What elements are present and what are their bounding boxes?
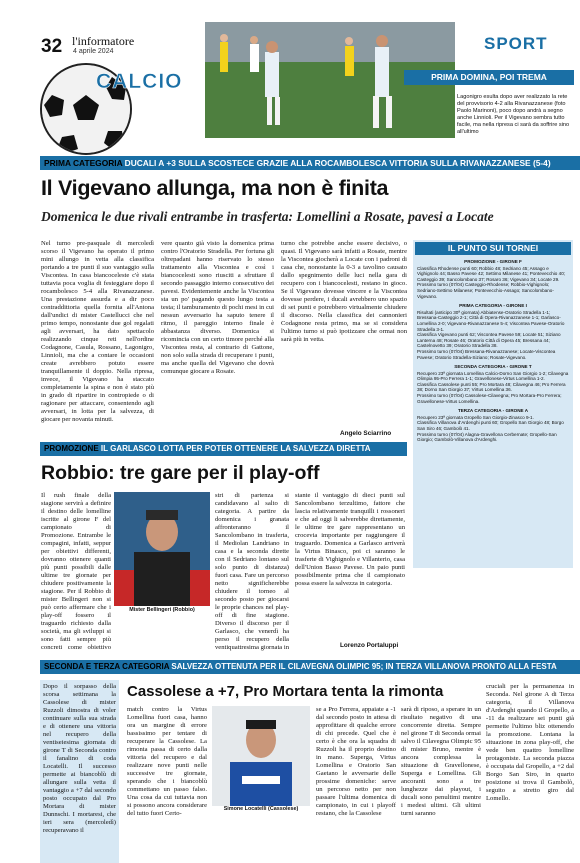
category-label: PRIMA CATEGORIA xyxy=(44,158,123,168)
issue-date: 4 aprile 2024 xyxy=(73,48,114,55)
category-bar-seconda xyxy=(40,660,580,674)
article1-col3: turno che potrebbe anche essere decisivo, o quasi. Il Vigevano sarà infatti a Rosate, mentre la Viscontea giocherà a Locate con i padroni di casa che, nonostante la 0-3 a tavolino causato dallo spegnimento delle luci nella gara di recupero con i biancocelesti, restano in gioco. Se il Vigevano dovesse vincere e la Viscontea dovesse perdere, i ducali avrebbero uno spazio di sei punti e potrebbero virtualmente chiudere il discorso. Nella classifica dei cannonieri Codagnone resta primo, ma se si considera l'ultimo turno si può ipotizzare che ormai non sarà più in vetta. xyxy=(281,240,407,343)
sidebox-section xyxy=(413,408,573,443)
article3-photo xyxy=(212,706,310,806)
article2-photo xyxy=(114,492,210,606)
standings-sidebox xyxy=(413,240,573,568)
category-label: SECONDA E TERZA CATEGORIA xyxy=(44,662,170,671)
article3-leftbox xyxy=(40,680,119,863)
sidebox-heading: PROMOZIONE - GIRONE F xyxy=(464,259,522,264)
sidebox-line: Recupero 23ª giornata Gropello San Giorgio-Zinasco 9-1. xyxy=(417,414,534,420)
article1-col1: Nel turno pre-pasquale di mercoledì scorso il Vigevano ha operato il primo mini allungo in vetta alla classifica portando a tre punti il suo vantaggio sulla Viscontea. In casa biancoceleste c'è stata tuttavia poca voglia di festeggiare dopo il rocambolesco 5-4 alla Rivanazzanese. Una prestazione assurda e a dir poco contraddittoria quella fornita all'Antona dall'undici di mister Castellucci che nel primo tempo, nonostante due gol regalati agli avversari, ha dato spettacolo realizzando cinque reti nell'ordine Codagnone, Casula, Rossano, Lagonigro, Linnioli, ma che a contare le occasioni create avrebbero potuto essere tranquillamente il doppio. Nella ripresa, invece, il Vigevano ha staccato completamente la spina e non è stato più in grado di ripartire in contropiede o di ragionare per attaccare, consentendo agli avversari, in lotta per la salvezza, di giocare per novanta minuti. xyxy=(41,240,154,423)
article2-col3: stante il vantaggio di dieci punti sul Sancolombano terzultimo, fattore che lascia relativamente tranquilli i rossoneri e che ad oggi li salverebbe direttamente, le ultime tre gare rappresentano un crocevia importante per raggiungere il traguardo. Domenica a Garlasco arriverà la Virtus Binasco, poi ci saranno le trasferte di Vighignolo e Villanterio, casa dell'Union Basso Pavese. Un paio punti possibilmente prima che il campionato possa essere la salvezza in categoria. xyxy=(295,492,405,587)
article1-byline: Angelo Sciarrino xyxy=(340,430,392,437)
article1-headline: Il Vigevano allunga, ma non è finita xyxy=(41,176,389,200)
sidebox-line: Recupero 23ª giornata Lomellina Calcio-Dorno San Giorgio 1-2; Cilavegna Olimpia 95-Pro Ferrera 1-1; Gravellonese-Virtus Lomellina 1-2. xyxy=(417,370,569,382)
article3-headline: Cassolese a +7, Pro Mortara tenta la rimonta xyxy=(127,683,444,700)
sidebox-title: IL PUNTO SUI TORNEI xyxy=(415,242,571,255)
sidebox-line: Risultati (anticipo 30ª giornata) Abbiatense-Oratorio Stradella 1-1; Bressana-Casteggio 2-1; Città di Opera-Rivanazzanese 1-1; Garlasco-Lomellina 2-0; Vigevano-Rivanazzanese 5-4; Viscontea Pavese-Oratorio Stradella 3-1. xyxy=(417,309,565,332)
category-label: PROMOZIONE xyxy=(44,444,99,453)
article3-leftbox-text: Dopo il sorpasso della scorsa settimana la Cassolese di mister Ruzzoli dimostra di voler continuare sulla sua strada e di ottenere una vittoria nel recupero della ventiseiesima giornata di girone T di Seconda contro il fanalino di coda Locatelli. Il successo permette ai biancoblù di allungare sulla vetta il vantaggio a +7 dal secondo posto occupato dal Pro Mortara di mister Dunnschi. I mortaresi, che ieri sera (mercoledì) recuperavano il xyxy=(43,683,116,834)
sidebox-line: Classifica Cassolese punti 55; Pro Mortara 48; Cilavegna 46; Pro Ferrera 38; Dorno San Giorgio 37; Virtus Lomellina 36. xyxy=(417,381,566,393)
article2-byline: Lorenzo Portaluppi xyxy=(340,642,399,649)
sidebox-line: Prossimo turno (07/04) Bressana-Rivanazzanese; Locate-Viscontea Pavese; Oratorio Stradella-Siziano; Rosate-Vigevano. xyxy=(417,348,556,360)
sidebox-heading: TERZA CATEGORIA - GIRONE A xyxy=(457,408,529,414)
article1-subhead: Domenica le due rivali entrambe in trasferta: Lomellini a Rosate, pavesi a Locate xyxy=(41,209,494,224)
article3-col2: se a Pro Ferrera, appaiate a -1 dal secondo posto in attesa di approfittare di qualche errore di chi precede. Quel che è certo è che ora la squadra di Ruzzoli ha il proprio destino in mano. Superga, Virtus Lomellina e Oratorio San Gaetano le avversarie delle prossime domeniche: serve un percorso netto per non passare l'ultima domenica di campionato, in cui i playoff restano, che la Cassolese xyxy=(316,706,396,817)
article3-col1: match contro la Virtus Lomellina fuori casa, hanno ora un margine di errore bassissimo per tentare di recuperare la Cassolese. La rimonta passa di certo dalla vittoria del recupero e dal realizzare nove punti nelle successive tre giornate, sperando che i biancoblù commettano un passo falso. Una cosa da cui tuttavia non si possono ancora considerare del tutto fuori Certo- xyxy=(127,706,207,817)
category-text: DUCALI A +3 SULLA SCOSTECE GRAZIE ALLA ROCAMBOLESCA VITTORIA SULLA RIVANAZZANESE (5-4) xyxy=(124,158,551,168)
article2-headline: Robbio: tre gare per il play-off xyxy=(41,462,320,484)
article2-col1: Il rush finale della stagione servirà a definire il destino delle lomelline iscritte al girone F del campionato di Promozione. Entrambe le compagini, infatti, seppur per obiettivi differenti, dovranno ottenere quanti più punti possibili dalle ultime tre giornate per chiudere positivamente la stagione. Per il Robbio di mister Bellingeri non si può certo affermare che i play-off fossero il traguardo richiesto dalla società, ma gli sviluppi si sono fatti sempre più concreti come obiettivo xyxy=(41,492,111,651)
kicker-label: CALCIO xyxy=(96,70,183,93)
photo-banner: PRIMA DOMINA, POI TREMA xyxy=(404,70,574,85)
sidebox-section xyxy=(413,303,573,360)
sidebox-line: Classifica Rhodense punti 60; Robbio 48; Sedriano 45; Assago e Vighignolo 44; Basso Pavese 42; Settimo Milanese 41; Pontevecchio 40; Casteggio 39; Sancolombano 37; Rosaro 36; Vigevano 34; Locate 29. xyxy=(417,265,566,282)
sidebox-line: Classifica Vigevano punti 62; Viscontea Pavese 59; Locate 51; Siziano Lanterna 48; Rosate 46; Oratorio Città di Opera 45; Bressana 44; Castelnovetto 39; Oratorio Stradella 38. xyxy=(417,332,561,349)
sidebox-section xyxy=(413,259,573,299)
sidebox-heading: SECONDA CATEGORIA - GIRONE T xyxy=(454,364,532,370)
brand-name: l'informatore xyxy=(72,34,135,48)
sidebox-line: Prossimo turno (07/04) Casteggio-Rhodense; Robbio-Vighignolo; Sedriano-Settimo Milanese; Pontevecchio-Assago; Sancolombano-Vigevano. xyxy=(417,282,554,299)
category-text: SALVEZZA OTTENUTA PER IL CILAVEGNA OLIMPIC 95; IN TERZA VILLANOVA PRONTO ALLA FESTA xyxy=(171,662,557,671)
top-photo-caption: Lagonigro esulta dopo aver realizzato la rete del provvisorio 4-2 alla Rivanazzanese (foto Paolo Marinoni), poco dopo andrà a segno anche Linnioli. Per il Vigevano sembra tutto facile, ma nella ripresa ci sarà da soffrire sino all'ultimo xyxy=(457,94,570,135)
sidebox-line: Prossimo turno (07/04) Cassolese-Cilavegna; Pro Mortara-Pro Ferrera; Gravellonese-Virtus Lomellina. xyxy=(417,393,562,404)
article3-col4: cruciali per la permanenza in Seconda. Nel girone A di Terza categoria, il Villanova d'Ardenghi quando il Gropello, a -11 da realizzare sei punti già permette l'ultimo bliz ottenendo la promozione. Lontana la situazione in zona play-off, che vede ben quattro lomelline protagoniste. La seconda piazza è occupata dal Gropello, a +2 dal Borgo San Siro, in quarto posizione si trova il Gambolò, seguito a stretto giro dal Lomello. xyxy=(486,683,574,802)
sidebox-heading: PRIMA CATEGORIA - GIRONE I xyxy=(459,303,527,309)
category-bar-promo xyxy=(40,442,407,456)
article1-col2: vere quanto già visto la domenica prima contro l'Oratorio Stradella. Per fortuna gli oltrepadani hanno riservato lo stesso trattamento alla Viscontea e così i biancocelesti sono riusciti a sfruttare il secondo passaggio interno consecutivo dei pavesi. Evidentemente anche la Viscontea sta un po' pagando questo lungo testa a testa; il tamburamento di pochi mesi in cui nessun avversario ha saputo tenere il ritmo, il pareggio interno finale è abbastanza diverso. Domenica si ricomincia con un certo timore perché alla Viscontea resta, al contrario di Gattone, non solo sulla strada di recuperare i punti, ma anche quella del Vigevano che dovrà comunque giocare a Rosate. xyxy=(161,240,274,375)
sidebox-line: Prossimo turno (07/04) Alagna-Gravellona Cerbernate; Gropello-San Giorgio; Gambolò-Villanova d'Ardenghi. xyxy=(417,431,557,443)
sidebox-section xyxy=(413,364,573,404)
article3-photo-caption: Simone Locatelli (Cassolese) xyxy=(223,806,299,812)
sidebox-line: Classifica Villanova d'Ardenghi punti 60; Gropello San Giorgio 48; Borgo San Siro 46; Gambolò 41. xyxy=(417,420,564,432)
article2-photo-caption: Mister Bellingeri (Robbio) xyxy=(129,607,195,613)
page-number: 32 xyxy=(41,36,63,57)
category-bar-top xyxy=(40,156,580,170)
article3-col3: sarà di riposo, a sperare in un risultato negativo di una concorrente diretta. Sempre nel girone T di Seconda ormai salvo il Cilavegna Olimpic 95 di mister Bruno, mentre è ancora complessa la situazione di Gravellonese, Superga e Lomellina. Gli ancoranti sono a tre lunghezze dai playout, i ducali sono penultimi mentre i medesi ultimi. Gli ultimi turni saranno xyxy=(401,706,481,817)
category-text: IL GARLASCO LOTTA PER POTER OTTENERE LA SALVEZZA DIRETTA xyxy=(100,444,371,453)
article2-col2: stri di partenza si candidavano al salto di categoria. A partire da domenica i granata affronteranno il Sancolombano in trasferta, il Mediolan Landriano in casa e la seconda dirette con il Sedriano lontano sul solo punto di distanza) fuori casa. Fare un percorso netto significherebbe chiudere il torneo al secondo posto per giocarsi le proprie chances nel play-off di fine stagione. Diverso il discorso per il Garlasco, che venerdì ha perso il recupero della ventiquattresima giornata in xyxy=(215,492,289,651)
section-label: SPORT xyxy=(484,34,548,53)
